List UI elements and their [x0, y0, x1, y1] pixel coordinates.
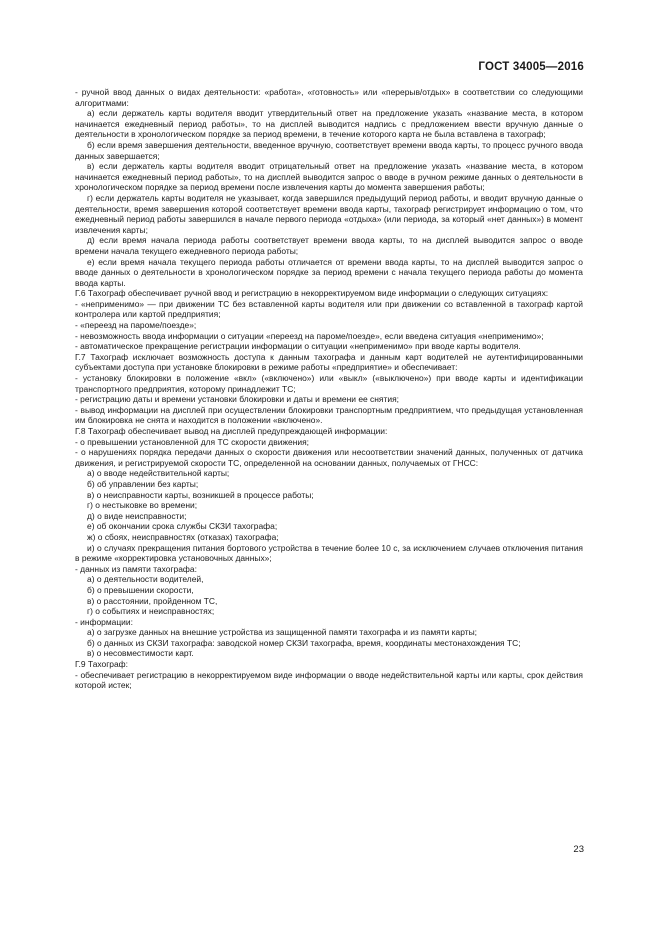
list-item: б) об управлении без карты;	[87, 478, 199, 489]
list-item: а) о загрузке данных на внешние устройства из защищенной памяти тахографа и из памяти карты;	[87, 627, 478, 638]
paragraph: - установку блокировки в положение «вкл» («включено») или «выкл» («выключено») при вводе карты и идентификации транспортного предприятия, которому принадлежит ТС;	[75, 373, 583, 394]
paragraph: - о превышении установленной для ТС скорости движения;	[75, 436, 310, 447]
paragraph: - «неприменимо» — при движении ТС без вставленной карты водителя или при движении со вставленной в тахограф картой контролера или картой предприятия;	[75, 298, 583, 320]
paragraph: е) если время начала текущего периода работы отличается от времени ввода карты, то на дисплей выводится запрос о вводе данных о деятельности в хронологическом порядке за период времени с начала текущего периода работы до момента ввода карты.	[75, 256, 583, 288]
paragraph: - невозможность ввода информации о ситуации «переезд на пароме/поезде», если введена ситуация «неприменимо»;	[75, 330, 544, 341]
list-item: а) о вводе недействительной карты;	[87, 468, 230, 479]
list-item: г) о нестыковке во времени;	[87, 500, 198, 511]
paragraph: - вывод информации на дисплей при осуществлении блокировки транспортным предприятием, что предыдущая установленная им блокировка не снята и находится в положении «включено».	[75, 404, 583, 426]
paragraph: - данных из памяти тахографа:	[75, 563, 197, 574]
paragraph: Г.6 Тахограф обеспечивает ручной ввод и регистрацию в некорректируемом виде информации о следующих ситуациях:	[75, 288, 549, 299]
list-item: в) о неисправности карты, возникшей в процессе работы;	[87, 489, 314, 500]
document-body	[75, 87, 583, 691]
list-item: а) о деятельности водителей,	[87, 574, 204, 585]
paragraph: - обеспечивает регистрацию в некорректируемом виде информации о вводе недействительной карты или карты, срок действия которой истек;	[75, 669, 583, 691]
paragraph: д) если время начала периода работы соответствует времени ввода карты, то на дисплей выводится запрос о вводе времени начала текущего ежедневного периода работы;	[75, 235, 583, 256]
list-item: е) об окончании срока службы СКЗИ тахографа;	[87, 521, 278, 532]
list-item: в) о несовместимости карт.	[87, 648, 194, 659]
paragraph: Г.7 Тахограф исключает возможность доступа к данным тахографа и данным карт водителей не аутентифицированными субъектами доступа при установке блокировки в режиме работы «предприятие» и обеспечивает:	[75, 351, 583, 373]
paragraph: а) если держатель карты водителя вводит утвердительный ответ на предложение указать «название места, в котором начинается ежедневный период работы», то на дисплей выводится надпись с предложением ввести вручную данные о деятельности в хронологическом порядке за период времени, в течение которого карта не была вставлена в тахограф;	[75, 108, 583, 140]
paragraph: - информации:	[75, 616, 133, 627]
list-item: б) о превышении скорости,	[87, 584, 194, 595]
list-item: в) о расстоянии, пройденном ТС,	[87, 595, 218, 606]
paragraph: - ручной ввод данных о видах деятельности: «работа», «готовность» или «перерыв/отдых» в соответствии со следующими алгоритмами:	[75, 87, 583, 108]
list-item: г) о событиях и неисправностях;	[87, 606, 215, 617]
paragraph: - регистрацию даты и времени установки блокировки и даты и времени ее снятия;	[75, 394, 399, 405]
paragraph: Г.9 Тахограф:	[75, 659, 128, 670]
paragraph: - «переезд на пароме/поезде»;	[75, 320, 197, 331]
document-header: ГОСТ 34005—2016	[478, 61, 584, 73]
paragraph: б) если время завершения деятельности, введенное вручную, соответствует времени ввода карты, то процесс ручного ввода данных завершается;	[75, 139, 583, 161]
paragraph: и) о случаях прекращения питания бортового устройства в течение более 10 с, за исключением случаев отключения питания в режиме «корректировка установочных данных»;	[75, 542, 583, 564]
list-item: б) о данных из СКЗИ тахографа: заводской номер СКЗИ тахографа, время, координаты местонахождения ТС;	[87, 637, 521, 648]
list-item: д) о виде неисправности;	[87, 510, 187, 521]
list-item: ж) о сбоях, неисправностях (отказах) тахографа;	[87, 531, 279, 542]
page-number: 23	[573, 844, 584, 855]
paragraph: в) если держатель карты водителя вводит отрицательный ответ на предложение указать «название места, в котором начинается ежедневный период работы», то на дисплей выводится запрос о вводе в ручном режиме данных о деятельности в хронологическом порядке за период времени после извлечения карты до момента завершения работы;	[75, 161, 583, 193]
paragraph: - о нарушениях порядка передачи данных о скорости движения или несоответствии значений данных, полученных от датчика движения, и регистрируемой скорости ТС, определенной на основании данных, получаемых от ГНСС:	[75, 447, 583, 468]
paragraph: - автоматическое прекращение регистрации информации о ситуации «неприменимо» при вводе карты водителя.	[75, 341, 521, 352]
paragraph: г) если держатель карты водителя не указывает, когда завершился предыдущий период работы, и вводит вручную данные о деятельности, время завершения которой соответствует времени ввода карты, тахограф регистрирует информацию о том, что ежедневный период работы завершился в начале первого периода «отдыха» (или периода, за который «нет данных») в момент извлечения карты;	[75, 192, 583, 235]
paragraph: Г.8 Тахограф обеспечивает вывод на дисплей предупреждающей информации:	[75, 426, 388, 436]
